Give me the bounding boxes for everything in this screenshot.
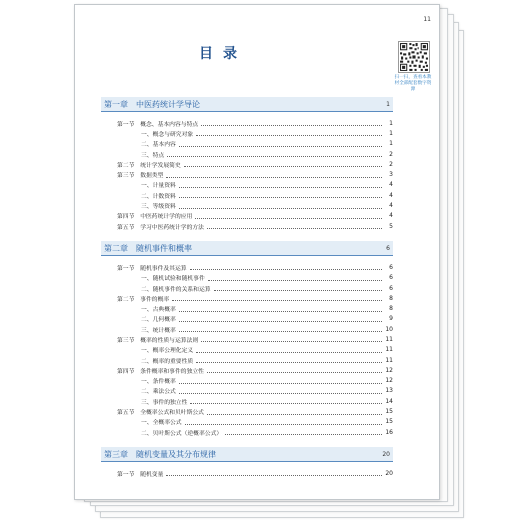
dot-leader	[167, 151, 382, 157]
toc-subsection-entry[interactable]	[101, 427, 393, 437]
entry-page-number: 4	[389, 212, 393, 220]
toc-subsection-entry[interactable]	[101, 139, 393, 149]
chapter-page-number: 1	[386, 100, 390, 108]
toc-subsection-entry[interactable]	[101, 324, 393, 334]
entry-title: 一、全概率公式	[141, 420, 182, 427]
entry-title: 二、几何概率	[141, 317, 176, 324]
entry-page-number: 8	[389, 294, 393, 302]
entry-page-number: 2	[389, 150, 393, 158]
toc-section-entry[interactable]	[101, 169, 393, 179]
toc-section-entry[interactable]	[101, 159, 393, 169]
chapter-entries	[101, 256, 393, 439]
toc-section-entry[interactable]	[101, 468, 393, 478]
entry-title: 三、特点	[141, 152, 165, 159]
dot-leader	[172, 295, 382, 301]
chapter-heading[interactable]	[101, 241, 393, 256]
toc-subsection-entry[interactable]	[101, 355, 393, 365]
chapter-heading[interactable]	[101, 97, 393, 112]
dot-leader	[179, 388, 382, 394]
dot-leader	[196, 130, 382, 136]
dot-leader	[214, 285, 382, 291]
entry-title: 第二节 事件的概率	[117, 296, 170, 303]
entry-title: 一、随机试验和随机事件	[141, 276, 205, 283]
toc-subsection-entry[interactable]	[101, 283, 393, 293]
entry-title: 二、概率的重要性质	[141, 358, 194, 365]
entry-title: 第一节 随机变量	[117, 471, 164, 478]
entry-page-number: 12	[385, 366, 393, 374]
toc-subsection-entry[interactable]	[101, 345, 393, 355]
toc-subsection-entry[interactable]	[101, 273, 393, 283]
entry-page-number: 11	[385, 346, 393, 354]
entry-page-number: 4	[389, 181, 393, 189]
toc-subsection-entry[interactable]	[101, 376, 393, 386]
entry-title: 第一节 概念、基本内容与特点	[117, 121, 199, 128]
dot-leader	[208, 275, 382, 281]
toc-subsection-entry[interactable]	[101, 303, 393, 313]
dot-leader	[225, 429, 382, 435]
dot-leader	[185, 419, 382, 425]
entry-page-number: 9	[389, 315, 393, 323]
toc-section-entry[interactable]	[101, 406, 393, 416]
dot-leader	[195, 213, 382, 219]
dot-leader	[207, 223, 382, 229]
toc-subsection-entry[interactable]	[101, 149, 393, 159]
entry-page-number: 4	[389, 191, 393, 199]
dot-leader	[207, 409, 382, 415]
entry-title: 二、贝叶斯公式（逆概率公式）	[141, 430, 223, 437]
entry-page-number: 11	[385, 335, 393, 343]
dot-leader	[184, 161, 382, 167]
chapter-title: 第二章 随机事件和概率	[104, 243, 192, 253]
entry-title: 二、随机事件的关系和运算	[141, 286, 211, 293]
chapter-title: 第三章 随机变量及其分布规律	[104, 449, 216, 459]
entry-title: 一、计量资料	[141, 183, 176, 190]
entry-page-number: 6	[389, 263, 393, 271]
entry-title: 三、事件的独立性	[141, 399, 188, 406]
entry-title: 第一节 随机事件及其运算	[117, 265, 187, 272]
entry-page-number: 13	[385, 387, 393, 395]
entry-page-number: 5	[389, 222, 393, 230]
entry-title: 第三节 概率的性质与运算法则	[117, 337, 199, 344]
toc-section-entry[interactable]	[101, 262, 393, 272]
dot-leader	[179, 306, 382, 312]
entry-page-number: 14	[385, 397, 393, 405]
entry-title: 三、统计概率	[141, 327, 176, 334]
entry-page-number: 20	[385, 469, 393, 477]
entry-title: 二、基本内容	[141, 142, 176, 149]
entry-title: 一、概率公理化定义	[141, 348, 194, 355]
toc-subsection-entry[interactable]	[101, 417, 393, 427]
dot-leader	[166, 470, 382, 476]
toc-subsection-entry[interactable]	[101, 396, 393, 406]
dot-leader	[179, 182, 382, 188]
dot-leader	[166, 172, 382, 178]
dot-leader	[179, 378, 382, 384]
chapter-entries	[101, 112, 393, 233]
dot-leader	[201, 336, 382, 342]
entry-title: 三、等级资料	[141, 204, 176, 211]
entry-page-number: 15	[385, 408, 393, 416]
entry-page-number: 6	[389, 284, 393, 292]
toc-subsection-entry[interactable]	[101, 180, 393, 190]
chapter-page-number: 6	[386, 244, 390, 252]
entry-page-number: 12	[385, 377, 393, 385]
entry-page-number: 15	[385, 418, 393, 426]
toc-subsection-entry[interactable]	[101, 314, 393, 324]
toc-subsection-entry[interactable]	[101, 386, 393, 396]
entry-page-number: 11	[385, 356, 393, 364]
entry-title: 第三节 数据类型	[117, 173, 164, 180]
toc-section-entry[interactable]	[101, 334, 393, 344]
entry-title: 第四节 中医药统计学的应用	[117, 214, 193, 221]
entry-title: 第四节 条件概率和事件的独立性	[117, 368, 204, 375]
entry-page-number: 4	[389, 202, 393, 210]
toc-subsection-entry[interactable]	[101, 200, 393, 210]
entry-title: 第五节 学习中医药统计学的方法	[117, 224, 204, 231]
qr-code-icon[interactable]	[398, 41, 430, 73]
dot-leader	[179, 326, 382, 332]
entry-title: 一、概念与研究对象	[141, 131, 194, 138]
entry-title: 二、计数资料	[141, 193, 176, 200]
entry-title: 第五节 全概率公式和贝叶斯公式	[117, 410, 204, 417]
entry-title: 第二节 统计学发展简史	[117, 162, 181, 169]
entry-page-number: 1	[389, 129, 393, 137]
dot-leader	[179, 316, 382, 322]
contents-page	[74, 4, 440, 500]
dot-leader	[190, 264, 382, 270]
dot-leader	[196, 347, 382, 353]
toc-section-entry[interactable]	[101, 293, 393, 303]
entry-page-number: 6	[389, 274, 393, 282]
page-title: 目录	[199, 46, 247, 62]
toc-section-entry[interactable]	[101, 221, 393, 231]
entry-page-number: 2	[389, 160, 393, 168]
page-number: 11	[423, 16, 431, 23]
chapter-page-number: 20	[382, 450, 390, 458]
dot-leader	[201, 120, 382, 126]
entry-title: 二、乘法公式	[141, 389, 176, 396]
dot-leader	[179, 203, 382, 209]
toc-subsection-entry[interactable]	[101, 128, 393, 138]
toc-section-entry[interactable]	[101, 118, 393, 128]
dot-leader	[207, 367, 382, 373]
entry-title: 一、条件概率	[141, 379, 176, 386]
dot-leader	[196, 357, 382, 363]
entry-page-number: 16	[385, 428, 393, 436]
entry-page-number: 1	[389, 119, 393, 127]
entry-page-number: 8	[389, 305, 393, 313]
entry-title: 一、古典概率	[141, 307, 176, 314]
entry-page-number: 1	[389, 140, 393, 148]
chapter-entries	[101, 462, 393, 480]
toc-section-entry[interactable]	[101, 365, 393, 375]
qr-scan-note: 扫一扫，查看本教材全部配套数字资源	[394, 75, 432, 93]
dot-leader	[179, 141, 382, 147]
dot-leader	[190, 398, 382, 404]
table-of-contents	[101, 97, 393, 481]
toc-section-entry[interactable]	[101, 211, 393, 221]
chapter-heading[interactable]	[101, 447, 393, 462]
toc-subsection-entry[interactable]	[101, 190, 393, 200]
entry-page-number: 10	[385, 325, 393, 333]
chapter-title: 第一章 中医药统计学导论	[104, 99, 200, 109]
dot-leader	[179, 192, 382, 198]
entry-page-number: 3	[389, 171, 393, 179]
